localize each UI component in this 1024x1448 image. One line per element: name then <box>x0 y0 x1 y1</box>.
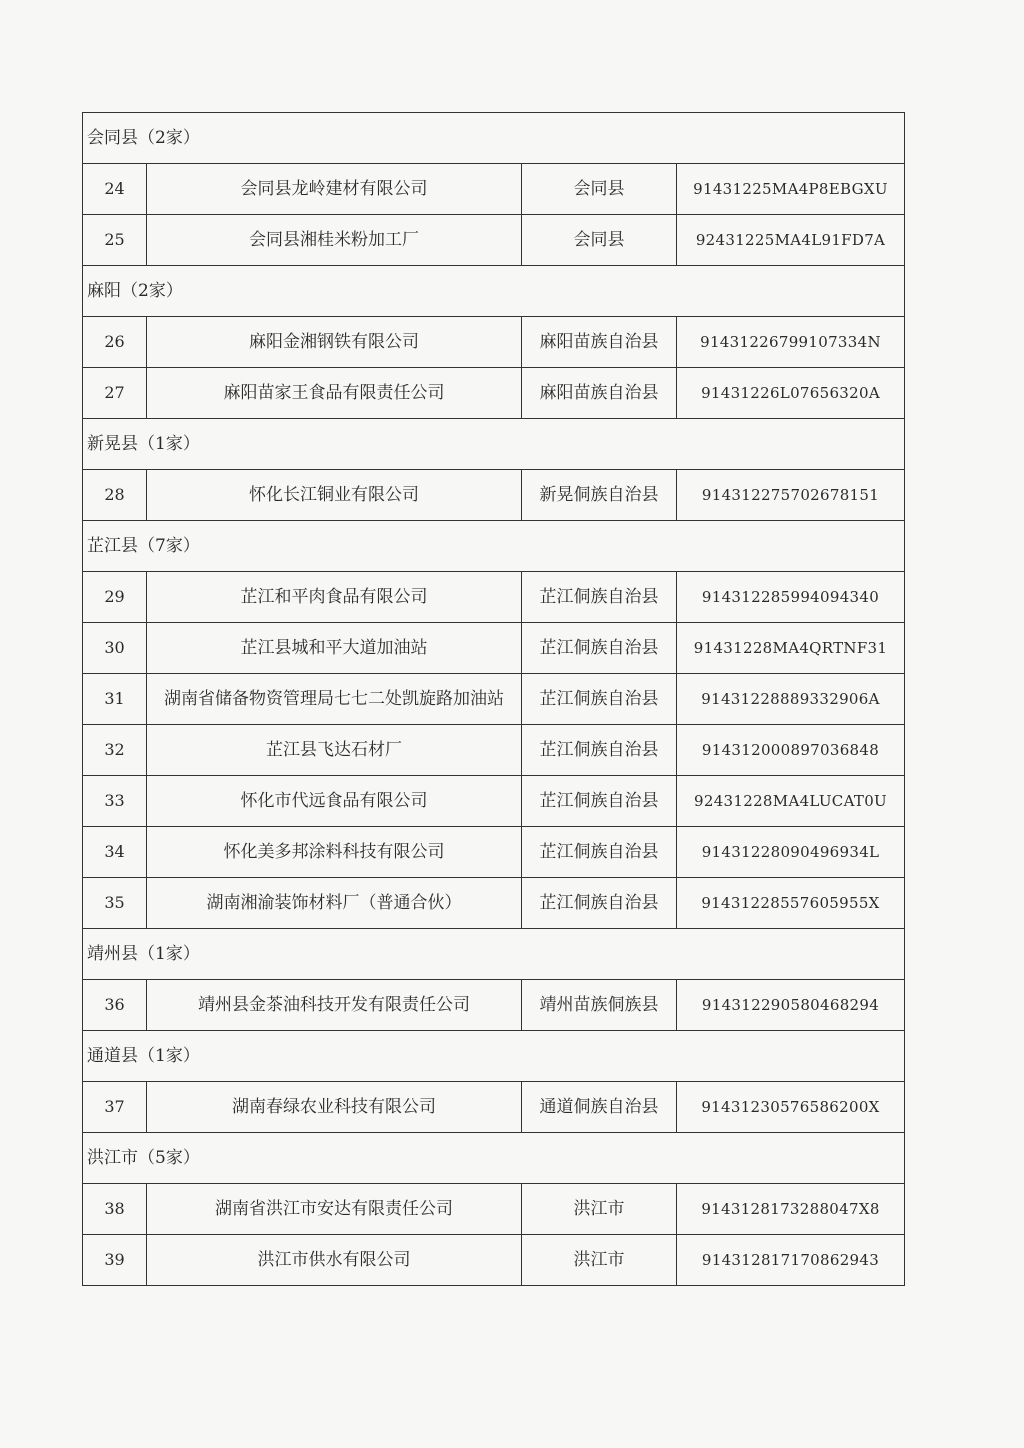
credit-code: 91431226799107334N <box>677 317 905 368</box>
table-row <box>83 725 905 776</box>
row-number: 28 <box>83 470 147 521</box>
credit-code: 91431226L07656320A <box>677 368 905 419</box>
table-row <box>83 572 905 623</box>
group-title: 靖州县（1家） <box>83 929 905 980</box>
row-number: 37 <box>83 1082 147 1133</box>
company-name: 麻阳金湘钢铁有限公司 <box>147 317 522 368</box>
county-name: 芷江侗族自治县 <box>522 878 677 929</box>
credit-code: 92431228MA4LUCAT0U <box>677 776 905 827</box>
company-name: 靖州县金茶油科技开发有限责任公司 <box>147 980 522 1031</box>
group-header-row <box>83 1031 905 1082</box>
credit-code: 9143128173288047X8 <box>677 1184 905 1235</box>
row-number: 33 <box>83 776 147 827</box>
group-header-row <box>83 419 905 470</box>
row-number: 29 <box>83 572 147 623</box>
group-header-row <box>83 113 905 164</box>
row-number: 25 <box>83 215 147 266</box>
county-name: 靖州苗族侗族县 <box>522 980 677 1031</box>
table-row <box>83 827 905 878</box>
company-name: 芷江和平肉食品有限公司 <box>147 572 522 623</box>
table-row <box>83 470 905 521</box>
company-name: 湖南春绿农业科技有限公司 <box>147 1082 522 1133</box>
credit-code: 914312290580468294 <box>677 980 905 1031</box>
county-name: 芷江侗族自治县 <box>522 776 677 827</box>
table-body <box>83 113 905 1286</box>
enterprise-list-table <box>82 112 905 1286</box>
county-name: 芷江侗族自治县 <box>522 623 677 674</box>
group-title: 麻阳（2家） <box>83 266 905 317</box>
table-row <box>83 1082 905 1133</box>
credit-code: 91431228090496934L <box>677 827 905 878</box>
company-name: 会同县湘桂米粉加工厂 <box>147 215 522 266</box>
table-row <box>83 878 905 929</box>
company-name: 湖南湘渝装饰材料厂（普通合伙） <box>147 878 522 929</box>
county-name: 会同县 <box>522 164 677 215</box>
row-number: 24 <box>83 164 147 215</box>
credit-code: 914312285994094340 <box>677 572 905 623</box>
table-row <box>83 164 905 215</box>
group-header-row <box>83 1133 905 1184</box>
credit-code: 91431228MA4QRTNF31 <box>677 623 905 674</box>
credit-code: 92431225MA4L91FD7A <box>677 215 905 266</box>
credit-code: 91431225MA4P8EBGXU <box>677 164 905 215</box>
company-name: 怀化美多邦涂料科技有限公司 <box>147 827 522 878</box>
group-header-row <box>83 521 905 572</box>
credit-code: 914312000897036848 <box>677 725 905 776</box>
table-row <box>83 215 905 266</box>
row-number: 35 <box>83 878 147 929</box>
company-name: 洪江市供水有限公司 <box>147 1235 522 1286</box>
group-title: 通道县（1家） <box>83 1031 905 1082</box>
group-title: 会同县（2家） <box>83 113 905 164</box>
credit-code: 914312275702678151 <box>677 470 905 521</box>
table-row <box>83 317 905 368</box>
table-row <box>83 980 905 1031</box>
county-name: 芷江侗族自治县 <box>522 827 677 878</box>
group-title: 洪江市（5家） <box>83 1133 905 1184</box>
company-name: 麻阳苗家王食品有限责任公司 <box>147 368 522 419</box>
row-number: 38 <box>83 1184 147 1235</box>
county-name: 洪江市 <box>522 1184 677 1235</box>
county-name: 芷江侗族自治县 <box>522 725 677 776</box>
table-row <box>83 623 905 674</box>
county-name: 麻阳苗族自治县 <box>522 368 677 419</box>
row-number: 32 <box>83 725 147 776</box>
company-name: 会同县龙岭建材有限公司 <box>147 164 522 215</box>
credit-code: 91431228889332906A <box>677 674 905 725</box>
company-name: 湖南省洪江市安达有限责任公司 <box>147 1184 522 1235</box>
group-header-row <box>83 929 905 980</box>
county-name: 芷江侗族自治县 <box>522 572 677 623</box>
row-number: 39 <box>83 1235 147 1286</box>
credit-code: 91431230576586200X <box>677 1082 905 1133</box>
group-title: 新晃县（1家） <box>83 419 905 470</box>
table-row <box>83 368 905 419</box>
row-number: 30 <box>83 623 147 674</box>
table-row <box>83 776 905 827</box>
row-number: 36 <box>83 980 147 1031</box>
company-name: 芷江县飞达石材厂 <box>147 725 522 776</box>
county-name: 麻阳苗族自治县 <box>522 317 677 368</box>
credit-code: 91431228557605955X <box>677 878 905 929</box>
table-row <box>83 674 905 725</box>
company-name: 湖南省储备物资管理局七七二处凯旋路加油站 <box>147 674 522 725</box>
row-number: 31 <box>83 674 147 725</box>
county-name: 芷江侗族自治县 <box>522 674 677 725</box>
row-number: 34 <box>83 827 147 878</box>
company-name: 怀化市代远食品有限公司 <box>147 776 522 827</box>
county-name: 会同县 <box>522 215 677 266</box>
company-name: 怀化长江铜业有限公司 <box>147 470 522 521</box>
row-number: 27 <box>83 368 147 419</box>
county-name: 洪江市 <box>522 1235 677 1286</box>
row-number: 26 <box>83 317 147 368</box>
group-title: 芷江县（7家） <box>83 521 905 572</box>
company-name: 芷江县城和平大道加油站 <box>147 623 522 674</box>
table-row <box>83 1184 905 1235</box>
credit-code: 914312817170862943 <box>677 1235 905 1286</box>
table-row <box>83 1235 905 1286</box>
county-name: 通道侗族自治县 <box>522 1082 677 1133</box>
county-name: 新晃侗族自治县 <box>522 470 677 521</box>
group-header-row <box>83 266 905 317</box>
